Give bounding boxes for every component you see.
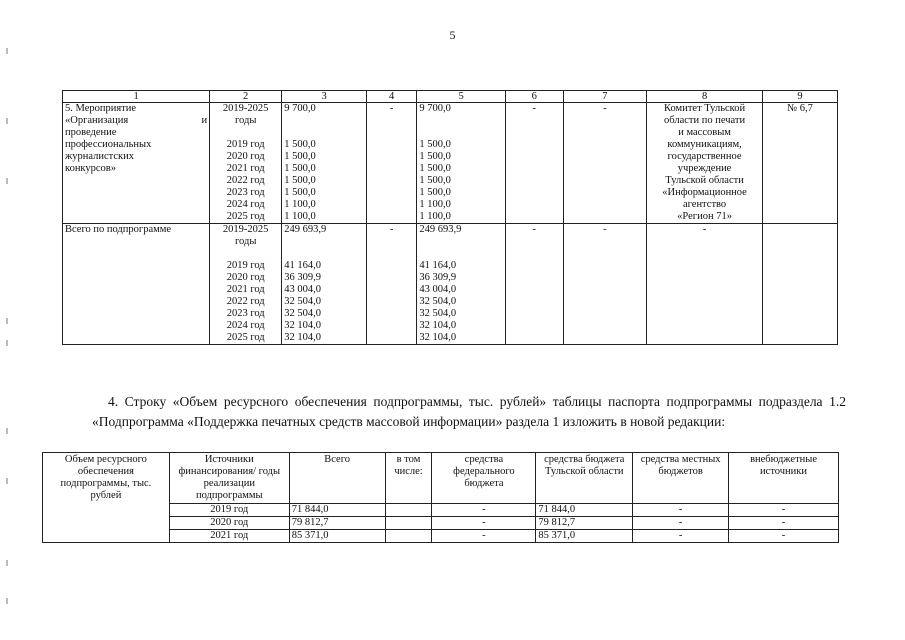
event-name-line: конкурсов» (65, 163, 117, 174)
resource-table-header (43, 453, 839, 504)
cell-line (284, 127, 364, 139)
col-number: 5 (417, 91, 505, 103)
table-row-event5 (63, 103, 838, 224)
cell-line: 2023 год (226, 187, 265, 198)
total-cell (282, 224, 367, 345)
total-cell: 79 812,7 (289, 517, 385, 530)
cell-line: 41 164,0 (419, 260, 457, 271)
cell-line: 1 100,0 (284, 211, 316, 222)
cell-line: 32 104,0 (284, 332, 321, 343)
page-number: 5 (449, 28, 456, 42)
cell-line: 32 504,0 (284, 308, 321, 319)
header-resource-volume: Объем ресурсного обеспечения подпрограммы, тыс. рублей (43, 453, 170, 543)
event-name-line: профессиональных (65, 139, 152, 150)
cell-line: 9 700,0 (284, 103, 316, 114)
federal-cell: - (432, 530, 536, 543)
col-number: 1 (63, 91, 210, 103)
col-number: 7 (563, 91, 647, 103)
cell-line: 43 004,0 (419, 284, 457, 295)
cell-line (284, 236, 364, 248)
regional-cell: 79 812,7 (536, 517, 633, 530)
regional-cell: 71 844,0 (536, 504, 633, 517)
cell-line: 2022 год (226, 296, 265, 307)
resource-table (42, 452, 839, 543)
col-number: 4 (366, 91, 416, 103)
financing-table (62, 90, 838, 345)
year-cell: 2020 год (169, 517, 289, 530)
period-cell (210, 224, 282, 345)
cell-line (419, 115, 502, 127)
cell-line: учреждение (677, 163, 732, 174)
total-cell: 85 371,0 (289, 530, 385, 543)
year-cell: 2021 год (169, 530, 289, 543)
extrabudget-cell: - (729, 517, 839, 530)
local-cell: - (633, 517, 729, 530)
cell-line: 2019 год (226, 139, 265, 150)
cell-line: агентство (682, 199, 727, 210)
cell-line: 1 500,0 (419, 151, 451, 162)
header-regional: средства бюджета Тульской области (536, 453, 633, 504)
total-cell: 71 844,0 (289, 504, 385, 517)
cell-line: 2021 год (226, 163, 265, 174)
cell-line: 32 104,0 (284, 320, 321, 331)
cell-line: 32 504,0 (284, 296, 321, 307)
extrabudget-cell: - (729, 504, 839, 517)
header-including: в том числе: (385, 453, 432, 504)
cell-line (419, 248, 502, 260)
total-name-cell: Всего по подпрограмме (63, 224, 210, 345)
cell-line: 1 500,0 (419, 139, 451, 150)
header-federal: средства федерального бюджета (432, 453, 536, 504)
including-cell (385, 504, 432, 517)
year-cell: 2019 год (169, 504, 289, 517)
col6-cell: - (505, 224, 563, 345)
col5-cell (417, 224, 505, 345)
local-cell: - (633, 504, 729, 517)
header-sources: Источники финансирования/ годы реализации подпрограммы (169, 453, 289, 504)
col-number: 9 (762, 91, 837, 103)
col8-cell: - (647, 224, 763, 345)
cell-line (212, 127, 279, 139)
cell-line: 1 500,0 (284, 139, 316, 150)
local-cell: - (633, 530, 729, 543)
cell-line: 2019 год (226, 260, 265, 271)
cell-line: 249 693,9 (419, 224, 462, 235)
cell-line: 2024 год (226, 199, 265, 210)
cell-line (419, 127, 502, 139)
col-number: 3 (282, 91, 367, 103)
event-name-line: «Организация и (65, 115, 208, 126)
cell-line: годы (234, 115, 257, 126)
cell-line: 2023 год (226, 308, 265, 319)
executor-cell (647, 103, 763, 224)
extrabudget-cell: - (729, 530, 839, 543)
col-number: 6 (505, 91, 563, 103)
amendment-paragraph: 4. Строку «Объем ресурсного обеспечения подпрограммы, тыс. рублей» таблицы паспорта подпрограммы подраздела 1.2 «Подпрограмма «Поддержка печатных средств массовой информации» раздела 1 изложить в новой редакции: (92, 393, 846, 429)
cell-line: 36 309,9 (284, 272, 321, 283)
cell-line: «Информационное (662, 187, 747, 198)
cell-line: 249 693,9 (284, 224, 327, 235)
cell-line: 1 500,0 (419, 187, 451, 198)
cell-line: 32 104,0 (419, 332, 457, 343)
table-row-total (63, 224, 838, 345)
including-cell (385, 530, 432, 543)
cell-line: 1 500,0 (284, 187, 316, 198)
cell-line: 2021 год (226, 284, 265, 295)
cell-line: 1 100,0 (419, 199, 451, 210)
cell-line: 9 700,0 (419, 103, 451, 114)
cell-line: области по печати (664, 115, 746, 126)
cell-line: 1 500,0 (284, 163, 316, 174)
header-total: Всего (289, 453, 385, 504)
cell-line: 32 504,0 (419, 308, 457, 319)
cell-line: Тульской области (665, 175, 744, 186)
cell-line: 2025 год (226, 211, 265, 222)
col4-cell: - (366, 224, 416, 345)
cell-line (419, 236, 502, 248)
event-name-line: проведение (65, 127, 117, 138)
cell-line: 2024 год (226, 320, 265, 331)
col5-cell (417, 103, 505, 224)
header-extrabudget: внебюджетные источники (729, 453, 839, 504)
cell-line (284, 115, 364, 127)
cell-line: годы (234, 236, 257, 247)
indicator-cell: № 6,7 (762, 103, 837, 224)
cell-line: 36 309,9 (419, 272, 457, 283)
cell-line (212, 248, 279, 260)
event-name-cell (63, 103, 210, 224)
federal-cell: - (432, 504, 536, 517)
cell-line: 1 500,0 (284, 151, 316, 162)
col-number: 8 (647, 91, 763, 103)
cell-line: 2020 год (226, 272, 265, 283)
event-name-line: 5. Мероприятие (65, 103, 137, 114)
cell-line: 1 500,0 (419, 175, 451, 186)
cell-line: 2025 год (226, 332, 265, 343)
cell-line: государственное (667, 151, 742, 162)
cell-line: 1 100,0 (284, 199, 316, 210)
col9-cell (762, 224, 837, 345)
col4-cell: - (366, 103, 416, 224)
cell-line: 43 004,0 (284, 284, 321, 295)
cell-line (284, 248, 364, 260)
column-numbers-row (63, 91, 838, 103)
col6-cell: - (505, 103, 563, 224)
including-cell (385, 517, 432, 530)
cell-line: 1 500,0 (284, 175, 316, 186)
cell-line: 1 500,0 (419, 163, 451, 174)
cell-line: Комитет Тульской (664, 103, 746, 114)
cell-line: коммуникациям, (667, 139, 742, 150)
cell-line: 2020 год (226, 151, 265, 162)
cell-line: 32 504,0 (419, 296, 457, 307)
cell-line: 2022 год (226, 175, 265, 186)
margin-marks (6, 0, 12, 640)
period-cell (210, 103, 282, 224)
cell-line: 2019-2025 (222, 103, 269, 114)
cell-line: 32 104,0 (419, 320, 457, 331)
col-number: 2 (210, 91, 282, 103)
regional-cell: 85 371,0 (536, 530, 633, 543)
col7-cell: - (563, 103, 647, 224)
cell-line: 1 100,0 (419, 211, 451, 222)
cell-line: и массовым (678, 127, 731, 138)
cell-line: 41 164,0 (284, 260, 321, 271)
cell-line: «Регион 71» (677, 211, 732, 222)
col7-cell: - (563, 224, 647, 345)
event-name-line: журналистских (65, 151, 134, 162)
header-local: средства местных бюджетов (633, 453, 729, 504)
cell-line: 2019-2025 (222, 224, 269, 235)
total-cell (282, 103, 367, 224)
federal-cell: - (432, 517, 536, 530)
